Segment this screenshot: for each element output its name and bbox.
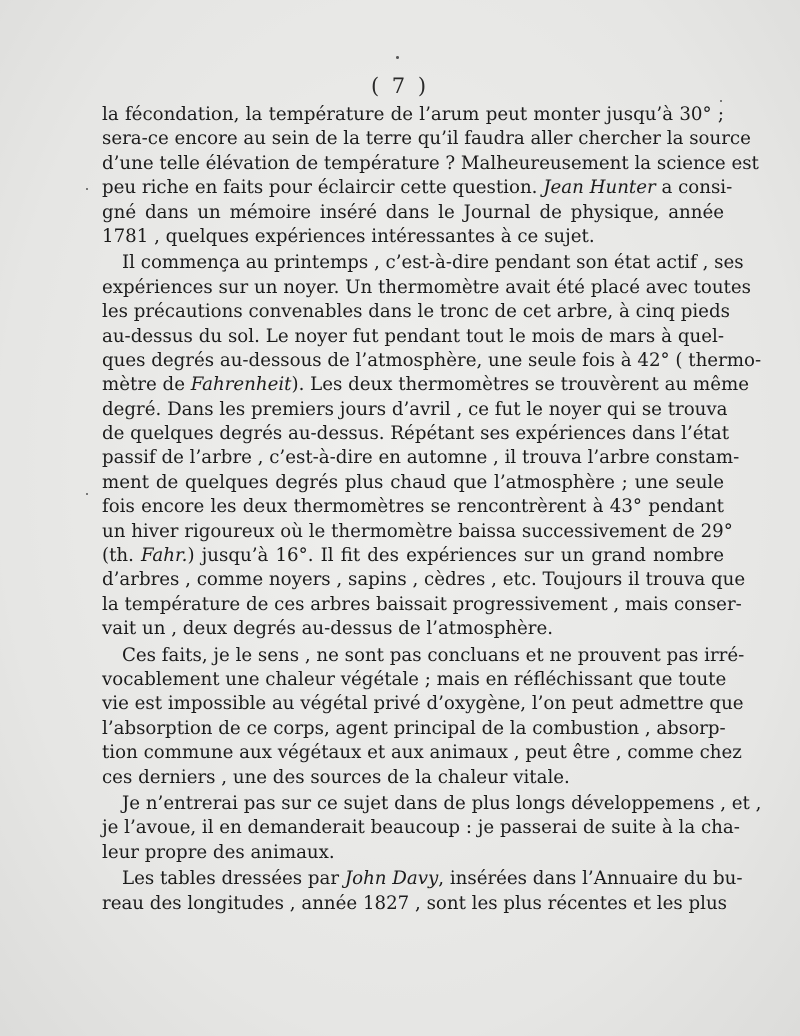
text-line: Il commença au printemps , c’est-à-dire pendant son état actif , ses bbox=[122, 252, 744, 274]
body-text bbox=[102, 103, 762, 916]
text-line: la fécondation, la température de l’arum peut monter jusqu’à 30° ; bbox=[102, 104, 724, 125]
ink-speck bbox=[396, 56, 399, 59]
paragraph bbox=[102, 867, 743, 916]
text-line: un hiver rigoureux où le thermomètre baissa successivement de 29° bbox=[102, 520, 733, 542]
text-line: d’une telle élévation de température ? Malheureusement la science est bbox=[102, 152, 759, 174]
text-line: 1781 , quelques expériences intéressantes à ce sujet. bbox=[102, 225, 595, 247]
ink-speck bbox=[86, 188, 88, 190]
text-line: je l’avoue, il en demanderait beaucoup : je passerai de suite à la cha- bbox=[102, 817, 740, 839]
text-line: Les tables dressées par John Davy, insérées dans l’Annuaire du bu- bbox=[122, 868, 743, 890]
text-line: au-dessus du sol. Le noyer fut pendant tout le mois de mars à quel- bbox=[102, 325, 724, 347]
paragraph bbox=[102, 251, 762, 641]
text-line: tion commune aux végétaux et aux animaux , peut être , comme chez bbox=[102, 742, 742, 764]
text-line: l’absorption de ce corps, agent principal de la combustion , absorp- bbox=[102, 717, 726, 739]
text-line: reau des longitudes , année 1827 , sont les plus récentes et les plus bbox=[102, 892, 727, 914]
text-line: vie est impossible au végétal privé d’oxygène, l’on peut admettre que bbox=[102, 693, 744, 715]
text-line: ques degrés au-dessous de l’atmosphère, une seule fois à 42° ( thermo- bbox=[102, 349, 762, 371]
text-line: Ces faits, je le sens , ne sont pas concluans et ne prouvent pas irré- bbox=[122, 644, 745, 666]
text-line: ment de quelques degrés plus chaud que l’atmosphère ; une seule bbox=[102, 471, 724, 493]
paragraph bbox=[102, 644, 745, 790]
text-line: degré. Dans les premiers jours d’avril , ce fut le noyer qui se trouva bbox=[102, 398, 728, 420]
text-line: passif de l’arbre , c’est-à-dire en automne , il trouva l’arbre constam- bbox=[102, 447, 740, 469]
ink-speck bbox=[86, 493, 88, 495]
text-line: fois encore les deux thermomètres se rencontrèrent à 43° pendant bbox=[102, 496, 724, 518]
paragraph bbox=[102, 792, 762, 865]
text-line: ces derniers , une des sources de la chaleur vitale. bbox=[102, 766, 570, 788]
text-line: mètre de Fahrenheit). Les deux thermomètres se trouvèrent au même bbox=[102, 374, 750, 396]
text-line: la température de ces arbres baissait progressivement , mais conser- bbox=[102, 593, 742, 615]
text-line: d’arbres , comme noyers , sapins , cèdres , etc. Toujours il trouva que bbox=[102, 569, 746, 591]
page-number: ( 7 ) bbox=[370, 74, 430, 98]
text-line: gné dans un mémoire inséré dans le Journal de physique, année bbox=[102, 201, 724, 223]
text-line: Je n’entrerai pas sur ce sujet dans de plus longs développemens , et , bbox=[122, 792, 762, 814]
text-line: (th. Fahr.) jusqu’à 16°. Il fit des expériences sur un grand nombre bbox=[102, 545, 725, 567]
text-line: de quelques degrés au-dessus. Répétant ses expériences dans l’état bbox=[102, 423, 730, 445]
text-line: les précautions convenables dans le tronc de cet arbre, à cinq pieds bbox=[102, 301, 730, 323]
text-line: vocablement une chaleur végétale ; mais en réfléchissant que toute bbox=[102, 668, 727, 690]
ink-speck bbox=[720, 100, 722, 102]
text-line: peu riche en faits pour éclaircir cette question. Jean Hunter a consi- bbox=[102, 177, 733, 199]
paragraph bbox=[102, 103, 759, 249]
text-line: vait un , deux degrés au-dessus de l’atmosphère. bbox=[102, 618, 554, 640]
text-line: leur propre des animaux. bbox=[102, 841, 335, 863]
text-line: sera-ce encore au sein de la terre qu’il faudra aller chercher la source bbox=[102, 128, 751, 150]
text-line: expériences sur un noyer. Un thermomètre avait été placé avec toutes bbox=[102, 276, 751, 298]
